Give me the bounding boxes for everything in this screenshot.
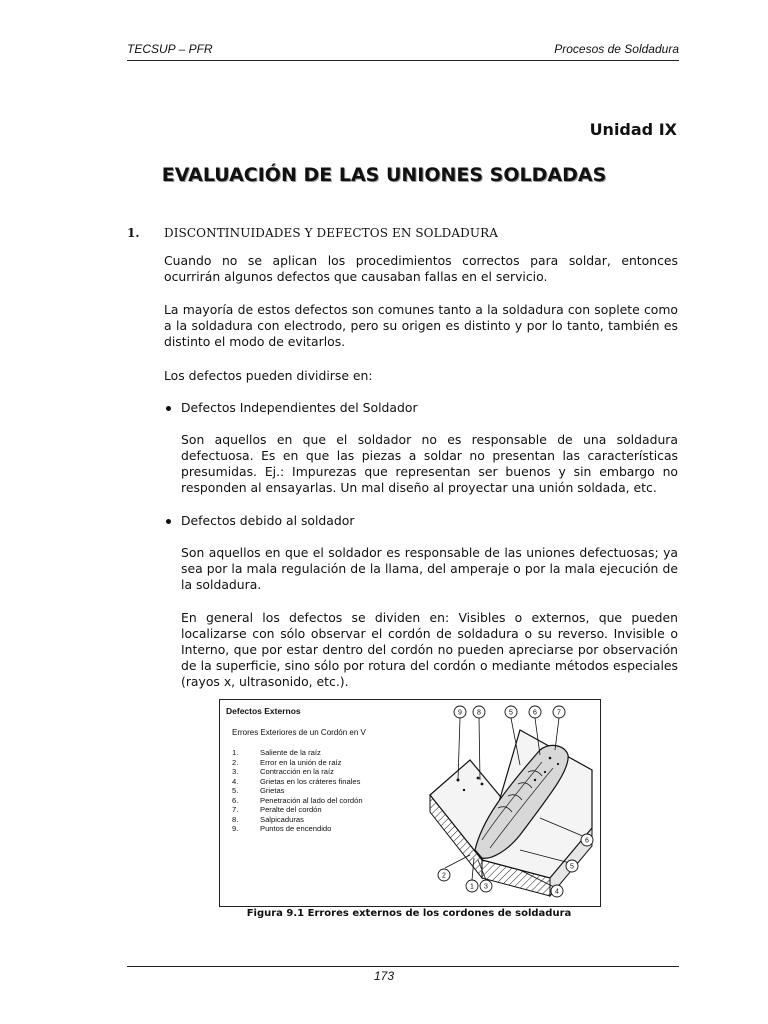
figure-heading: Defectos Externos bbox=[226, 706, 301, 716]
callout-label: 7 bbox=[557, 709, 561, 717]
figure-external-defects bbox=[219, 699, 601, 907]
list-item: 3. Contracción en la raíz bbox=[232, 767, 334, 776]
bullet-1-label: Defectos Independientes del Soldador bbox=[181, 400, 418, 415]
callout-label: 8 bbox=[477, 709, 481, 717]
weld-bead-illustration bbox=[220, 700, 600, 906]
header-left: TECSUP – PFR bbox=[127, 42, 213, 56]
list-item: 9. Puntos de encendido bbox=[232, 824, 332, 833]
page-number: 173 bbox=[373, 969, 395, 983]
list-item: 4. Grietas en los cráteres finales bbox=[232, 776, 361, 786]
list-item: 8. Salpicaduras bbox=[232, 814, 304, 824]
callout-label: 5 bbox=[570, 863, 574, 871]
header-right: Procesos de Soldadura bbox=[554, 42, 679, 56]
page-header bbox=[127, 40, 679, 61]
list-item: 7. Peralte del cordón bbox=[232, 805, 322, 814]
callout-label: 1 bbox=[470, 883, 474, 891]
section-number: 1. bbox=[127, 226, 140, 240]
section-title: DISCONTINUIDADES Y DEFECTOS EN SOLDADURA bbox=[164, 226, 498, 240]
bullet-2-label: Defectos debido al soldador bbox=[181, 513, 355, 528]
figure-subheading: Errores Exteriores de un Cordón en V bbox=[232, 728, 366, 737]
list-item: 5. Grietas bbox=[232, 786, 285, 795]
bullet-1-text: Son aquellos en que el soldador no es responsable de una soldadura defectuosa. Es en que las piezas a soldar no presentan las características presumidas. Ej.: Impurezas que representan ser buenos y sin embargo no responden al ensayarlas. Un mal diseño al proyectar una unión soldada, etc. bbox=[181, 432, 678, 495]
bullet-icon bbox=[166, 406, 171, 411]
bullet-2-text: Son aquellos en que el soldador es responsable de las uniones defectuosas; ya sea por la mala regulación de la llama, del amperaje o por la mala ejecución de la soldadura. bbox=[181, 545, 678, 592]
page-title: EVALUACIÓN DE LAS UNIONES SOLDADAS bbox=[161, 164, 607, 186]
general-paragraph: En general los defectos se dividen en: Visibles o externos, que pueden localizarse con sólo observar el cordón de soldadura o su reverso. Invisible o Interno, que por estar dentro del cordón no pueden apreciarse por observación de la superficie, sino sólo por rotura del cordón o mediante métodos especiales (rayos x, ultrasonido, etc.). bbox=[181, 610, 678, 689]
unit-label: Unidad IX bbox=[589, 120, 677, 139]
callout-label: 6 bbox=[533, 709, 537, 717]
paragraph-3: Los defectos pueden dividirse en: bbox=[164, 368, 373, 383]
callout-label: 2 bbox=[442, 872, 446, 880]
bullet-icon bbox=[166, 519, 171, 524]
list-item: 2. Error en la unión de raíz bbox=[232, 757, 342, 767]
paragraph-2: La mayoría de estos defectos son comunes tanto a la soldadura con soplete como a la soldadura con electrodo, pero su origen es distinto y por lo tanto, también es distinto el modo de evitarlos. bbox=[164, 302, 678, 349]
callout-label: 3 bbox=[484, 883, 488, 891]
callout-label: 5 bbox=[509, 709, 513, 717]
list-item: 1. Saliente de la raíz bbox=[232, 748, 321, 757]
list-item: 6. Penetración al lado del cordón bbox=[232, 795, 363, 805]
figure-caption: Figura 9.1 Errores externos de los cordones de soldadura bbox=[246, 908, 572, 919]
footer-divider bbox=[127, 966, 679, 967]
callout-label: 4 bbox=[555, 888, 559, 896]
paragraph-1: Cuando no se aplican los procedimientos correctos para soldar, entonces ocurrirán algunos defectos que causaban fallas en el servicio. bbox=[164, 253, 678, 284]
callout-label: 6 bbox=[585, 837, 589, 845]
callout-label: 9 bbox=[458, 709, 462, 717]
